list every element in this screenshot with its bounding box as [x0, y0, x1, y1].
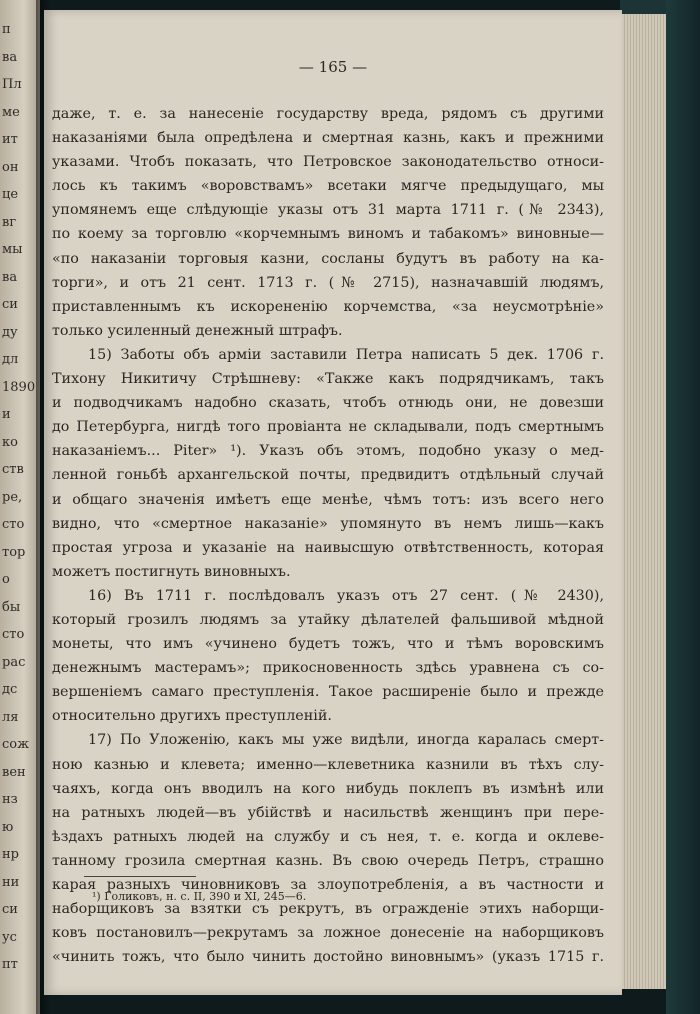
left-page-fragment: ств — [2, 462, 24, 477]
left-page-fragment: си — [2, 902, 18, 917]
left-page-fragment: ко — [2, 434, 18, 450]
left-page-fragment: п — [2, 22, 11, 37]
left-page-fragment: ва — [2, 269, 18, 285]
text-line: простая угроза и указаніе на наивысшую отвѣтственность, которая — [52, 539, 604, 556]
text-line: и общаго значенія имѣетъ еще менѣе, чѣмъ тотъ: изъ всего него — [52, 491, 604, 508]
left-page-fragment: ус — [2, 929, 17, 945]
left-page-fragment: и — [2, 407, 11, 422]
left-page-fragment: бы — [2, 599, 21, 615]
text-line: наказаніями была опредѣлена и смертная казнь, какъ и прежними — [52, 130, 604, 147]
left-page-fragment: сто — [2, 627, 25, 642]
left-page-fragment: ва — [2, 49, 18, 65]
text-line: приставленнымъ къ искорененію корчемства, «за неусмотрѣніе» — [52, 298, 604, 315]
text-line: карая разныхъ чиновниковъ за злоупотребленія, а въ частности и — [52, 877, 604, 893]
text-line: вершеніемъ самаго преступленія. Такое расширеніе было и прежде — [52, 684, 604, 701]
left-page-fragment: ля — [2, 709, 19, 725]
left-page-fragment: Пл — [2, 77, 22, 92]
left-page-fragment: си — [2, 297, 18, 312]
text-line: указами. Чтобъ показать, что Петровское законодательство относи- — [52, 154, 604, 171]
text-line: Тихону Никитичу Стрѣшневу: «Также какъ подрядчикамъ, такъ — [52, 371, 604, 388]
left-page-fragment: сто — [2, 517, 25, 532]
book-cover — [666, 0, 700, 1014]
text-line: видно, что «смертное наказаніе» упомянуто въ немъ лишь—какъ — [52, 515, 604, 532]
left-page-fragment: вг — [2, 214, 17, 230]
text-line: относительно другихъ преступленій. — [52, 708, 332, 725]
text-line: ною казнью и клевета; именно—клеветника казнили въ тѣхъ слу- — [52, 756, 604, 773]
text-line: который грозилъ людямъ за утайку дѣлателей фальшивой мѣдной — [52, 611, 604, 628]
text-line: наборщиковъ за взятки съ рекрутъ, въ огражденіе этихъ наборщи- — [52, 901, 604, 918]
left-page-fragment: дл — [2, 352, 19, 367]
text-line: ленной гоньбѣ архангельской почты, предвидитъ отдѣльный случай — [52, 467, 604, 484]
text-line: наказаніемъ... Piter» ¹). Указъ объ этомъ, подобно указу о мед- — [52, 443, 604, 460]
left-page-fragment: ю — [2, 819, 14, 835]
footnote: ¹) Голиковъ, н. с. II, 390 и XI, 245—6. — [92, 890, 307, 903]
left-page-fragment: ре, — [2, 489, 23, 505]
left-page-fragment: ду — [2, 324, 18, 340]
text-line: «чинить тожъ, что было чинить достойно виновнымъ» (указъ 1715 г. — [52, 949, 604, 966]
left-page-fragment: рас — [2, 654, 26, 670]
left-page-edge — [0, 0, 40, 1014]
left-page-fragment: 1890 — [2, 379, 36, 395]
text-line: 16) Въ 1711 г. послѣдовалъ указъ отъ 27 сент. (№ 2430), — [88, 587, 604, 604]
text-line: ковъ постановилъ—рекрутамъ за ложное донесеніе на наборщиковъ — [52, 925, 604, 942]
text-line: чаяхъ, когда онъ вводилъ на кого нибудь поклепъ въ измѣнѣ или — [52, 780, 604, 797]
text-line: на ратныхъ людей—въ убійствѣ и насильствѣ женщинъ при пере- — [52, 804, 604, 821]
text-line: денежнымъ мастерамъ»; прикосновенность здѣсь уравнена съ со- — [52, 660, 604, 677]
left-page-fragment: пт — [2, 957, 18, 972]
text-line: танному грозила смертная казнь. Въ свою очередь Петръ, страшно — [52, 852, 604, 869]
text-line: по коему за торговлю «корчемнымъ виномъ и табакомъ» виновные— — [52, 226, 604, 243]
left-page-fragment: тор — [2, 544, 26, 560]
page-number: — 165 — — [298, 58, 368, 76]
left-page-fragment: нр — [2, 847, 19, 862]
left-page-fragment: нз — [2, 792, 18, 807]
text-line: упомянемъ еще слѣдующіе указы отъ 31 марта 1711 г. (№ 2343), — [52, 202, 604, 219]
text-line: «по наказаніи торговыя казни, сосланы будутъ въ работу на ка- — [52, 250, 604, 267]
left-page-fragment: сож — [2, 737, 30, 752]
left-page-fragment: ме — [2, 104, 20, 120]
book-page — [44, 10, 622, 995]
text-line: 15) Заботы объ арміи заставили Петра написать 5 дек. 1706 г. — [88, 346, 604, 363]
text-line: монеты, что имъ «учинено будетъ тожъ, что и тѣмъ воровскимъ — [52, 636, 604, 653]
page-body-text — [52, 102, 604, 969]
text-line: 17) По Уложенію, какъ мы уже видѣли, иногда каралась смерт- — [88, 732, 604, 749]
page-block-edge — [622, 14, 666, 989]
text-line: можетъ постигнуть виновныхъ. — [52, 563, 291, 580]
left-page-fragment: це — [2, 187, 19, 202]
footnote-rule — [84, 876, 196, 877]
text-line: и подводчикамъ надобно сказать, чтобъ отнюдь они, не довезши — [52, 395, 604, 412]
text-line: до Петербурга, нигдѣ того провіанта не складывали, подъ смертнымъ — [52, 419, 604, 436]
text-line: торги», и отъ 21 сент. 1713 г. (№ 2715), назначавшій людямъ, — [52, 274, 604, 291]
text-line: даже, т. е. за нанесеніе государству вреда, рядомъ съ другими — [52, 106, 604, 122]
text-line: только усиленный денежный штрафъ. — [52, 322, 343, 339]
left-page-fragment: мы — [2, 242, 23, 257]
left-page-fragment: он — [2, 159, 19, 175]
text-line: ѣздахъ ратныхъ людей на службу и съ нея, т. е. когда и оклеве- — [52, 828, 604, 845]
left-page-fragment: вен — [2, 764, 26, 780]
left-page-fragment: дс — [2, 682, 18, 697]
text-line: лось къ такимъ «воровствамъ» всетаки мягче предыдущаго, мы — [52, 178, 604, 195]
left-page-fragment: ни — [2, 874, 20, 890]
left-page-fragment: ит — [2, 132, 18, 147]
left-page-fragment: о — [2, 572, 10, 587]
